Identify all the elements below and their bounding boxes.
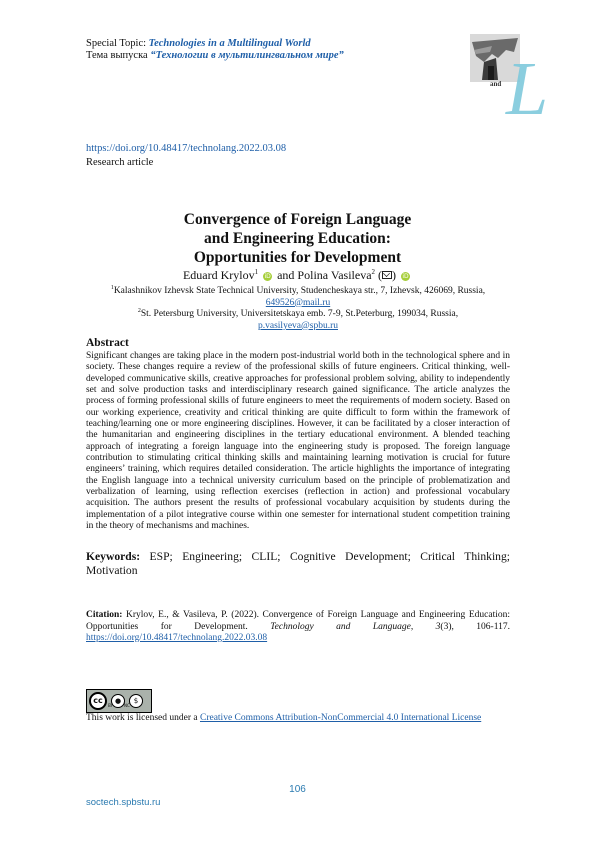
cc-nc-label: NC: [124, 703, 130, 708]
citation: Citation: Krylov, E., & Vasileva, P. (2022). Convergence of Foreign Language and Engineering Education: Opportunities for Development. Technology and Language, 3(3), 106-117. https://doi.org/10.48417/technolang.2022.03.08: [86, 610, 510, 643]
author-name: Eduard Krylov: [182, 268, 255, 282]
special-topic-line-ru: Тема выпуска “Технологии в мультилингвальном мире”: [86, 50, 344, 61]
journal-logo: [462, 28, 562, 124]
email-link[interactable]: 649526@mail.ru: [265, 297, 331, 308]
keywords-list: ESP; Engineering; CLIL; Cognitive Development; Critical Thinking; Motivation: [86, 550, 510, 577]
license-link[interactable]: Creative Commons Attribution-NonCommercial 4.0 International License: [199, 713, 482, 723]
svg-text:and: and: [490, 80, 502, 88]
svg-text:L: L: [506, 47, 549, 124]
orcid-icon[interactable]: iD: [402, 273, 409, 280]
keywords-label: Keywords:: [86, 550, 141, 563]
by-icon: ●: [111, 694, 125, 708]
special-topic-title-ru: “Технологии в мультилингвальном мире”: [150, 50, 344, 61]
citation-doi-link[interactable]: https://doi.org/10.48417/technolang.2022.03.08: [86, 633, 268, 643]
citation-label: Citation:: [86, 610, 123, 620]
affiliation-2: $^2$St. Petersburg University, Universitetskaya emb. 7-9, St.Peterburg, 199034, Russia, p.vasilyeva@spbu.ru: [137, 308, 459, 331]
cc-license-badge[interactable]: [86, 689, 152, 713]
license-statement: This work is licensed under a Creative Commons Attribution-NonCommercial 4.0 International License: [86, 713, 482, 723]
email-link[interactable]: p.vasilyeva@spbu.ru: [258, 320, 338, 331]
doi-link[interactable]: https://doi.org/10.48417/technolang.2022.03.08: [86, 143, 287, 154]
cc-by-label: BY: [108, 703, 113, 708]
nc-icon: $: [129, 694, 143, 708]
orcid-icon[interactable]: iD: [264, 273, 271, 280]
article-type: Research article: [86, 157, 154, 168]
authors: Eduard Krylov$^1$ iD and Polina Vasileva$^2$ ( ) iD: [182, 268, 409, 282]
footer-site-link[interactable]: soctech.spbstu.ru: [86, 797, 161, 808]
keywords: [86, 550, 510, 578]
cc-icon: cc: [89, 692, 107, 710]
page-number: 106: [289, 784, 306, 795]
affiliation-1: $^1$Kalashnikov Izhevsk State Technical University, Studencheskaya str., 7, Izhevsk, 426069, Russia, 649526@mail.ru: [110, 285, 486, 308]
article-title: Convergence of Foreign Language and Engineering Education: Opportunities for Development: [183, 211, 412, 266]
abstract-text: Significant changes are taking place in the modern post-industrial world both in the technological sphere and in society. These changes require a review of the professional skills of future engineers. Critical thinking, well-developed communicative skills, creative approaches for professional problem solving, ability to independently set and solve production tasks and interdisciplinary research gained significance. The article analyzes the process of forming professional skills of future engineers to meet the requirements of modern society. Based on our working experience, creativity and critical thinking are quite difficult to form within the framework of teaching/learning one or more engineering disciplines. However, it can be facilitated by a closer interaction of the humanitarian and engineering disciplines in the tertiary educational environment. A blended teaching approach of integrating a foreign language into the engineering study is proposed. The foreign language contribution to stimulating critical thinking skills and maintaining learning motivation is crucial for future engineers’ training, which requires detailed consideration. The article highlights the importance of integrating the English language into a technical university curriculum based on the principle of problematization and verbalization of learning, using reflection exercises (reflection in action) and professional vocabulary acquisition. The authors present the results of professional vocabulary acquisition by students during the implementation of a pilot integrative course within one semester for international student competition training in the theory of mechanisms and machines.: [86, 351, 510, 532]
special-topic-title: Technologies in a Multilingual World: [148, 38, 311, 49]
email-envelope-icon[interactable]: [382, 271, 392, 279]
abstract-heading: Abstract: [86, 337, 129, 349]
special-topic-line: Special Topic: Technologies in a Multilingual World: [86, 38, 311, 49]
